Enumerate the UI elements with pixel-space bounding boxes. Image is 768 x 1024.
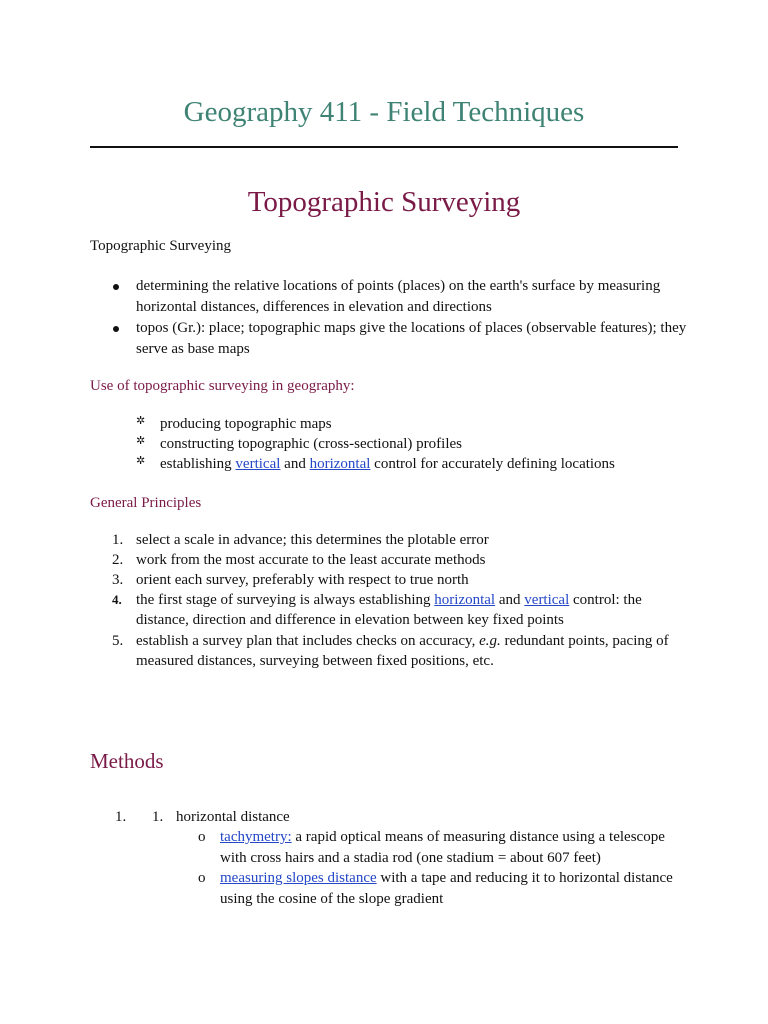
star-icon: ✲	[136, 435, 146, 447]
use-item-text: constructing topographic (cross-sectional) profiles	[160, 436, 462, 452]
principle-emphasis: e.g.	[479, 633, 501, 649]
intro-label: Topographic Surveying	[90, 238, 232, 254]
tachymetry-link[interactable]: tachymetry:	[220, 829, 292, 845]
star-icon: ✲	[136, 415, 146, 427]
horizontal-link[interactable]: horizontal	[434, 592, 496, 608]
principle-text: work from the most accurate to the least accurate methods	[136, 552, 486, 568]
method-detail-text: a rapid optical means of measuring distance using a telescope with cross hairs and a stadia rod (one stadium = about 607 feet)	[220, 829, 665, 866]
item-number: 5.	[112, 633, 124, 649]
vertical-link[interactable]: vertical	[235, 456, 281, 472]
bullet-icon	[113, 326, 119, 332]
bullet-text: topos (Gr.): place; topographic maps give the locations of places (observable features); they serve as base maps	[136, 320, 687, 357]
item-number: 1. 1.	[152, 809, 164, 825]
circle-bullet-icon: o	[198, 870, 206, 886]
section-title: Topographic Surveying	[247, 186, 521, 218]
list-item	[90, 434, 710, 454]
list-item	[90, 631, 690, 671]
circle-bullet-icon: o	[198, 829, 206, 845]
item-number: 2.	[112, 552, 124, 568]
method-sublist	[176, 827, 730, 909]
methods-heading: Methods	[90, 749, 164, 773]
list-item	[90, 414, 710, 434]
principle-text: orient each survey, preferably with respect to true north	[136, 572, 469, 588]
bullet-icon	[113, 284, 119, 290]
method-text: horizontal distance	[176, 809, 290, 825]
item-number: 3.	[112, 572, 124, 588]
horizontal-link[interactable]: horizontal	[309, 456, 371, 472]
star-icon: ✲	[136, 455, 146, 467]
list-item	[90, 530, 690, 550]
principle-text: the first stage of surveying is always establishing	[136, 592, 435, 608]
use-item-text: producing topographic maps	[160, 416, 332, 432]
principles-heading: General Principles	[90, 495, 202, 511]
measuring-slopes-link[interactable]: measuring slopes distance	[220, 870, 377, 886]
use-item-text: establishing	[160, 456, 236, 472]
list-item	[176, 868, 730, 909]
item-number: 4.	[112, 592, 122, 607]
use-heading: Use of topographic surveying in geography:	[90, 378, 355, 394]
list-item	[90, 570, 690, 590]
methods-list	[90, 807, 730, 909]
principle-text: redundant points, pacing of measured distances, surveying between fixed positions, etc.	[136, 633, 669, 669]
principle-text: and	[495, 592, 525, 608]
list-item	[90, 318, 690, 359]
definition-list	[90, 276, 690, 360]
bullet-text: determining the relative locations of points (places) on the earth's surface by measuring horizontal distances, differences in elevation and directions	[136, 278, 661, 315]
use-item-text: and	[280, 456, 310, 472]
method-detail-text: with a tape and reducing it to horizontal distance using the cosine of the slope gradient	[220, 870, 673, 907]
vertical-link[interactable]: vertical	[524, 592, 570, 608]
use-item-text: control for accurately defining locations	[370, 456, 615, 472]
list-item	[90, 590, 690, 630]
use-list	[90, 414, 710, 474]
principle-text: control: the distance, direction and difference in elevation between key fixed points	[136, 592, 642, 628]
title-divider	[90, 146, 678, 148]
list-item	[176, 827, 730, 868]
principle-text: establish a survey plan that includes checks on accuracy,	[136, 633, 480, 649]
principle-text: select a scale in advance; this determines the plotable error	[136, 532, 489, 548]
list-item	[90, 454, 710, 474]
principles-list	[90, 530, 690, 671]
list-item	[130, 807, 730, 909]
page-title: Geography 411 - Field Techniques	[183, 96, 585, 128]
list-item	[90, 276, 690, 317]
list-item	[90, 550, 690, 570]
item-number: 1.	[112, 532, 124, 548]
